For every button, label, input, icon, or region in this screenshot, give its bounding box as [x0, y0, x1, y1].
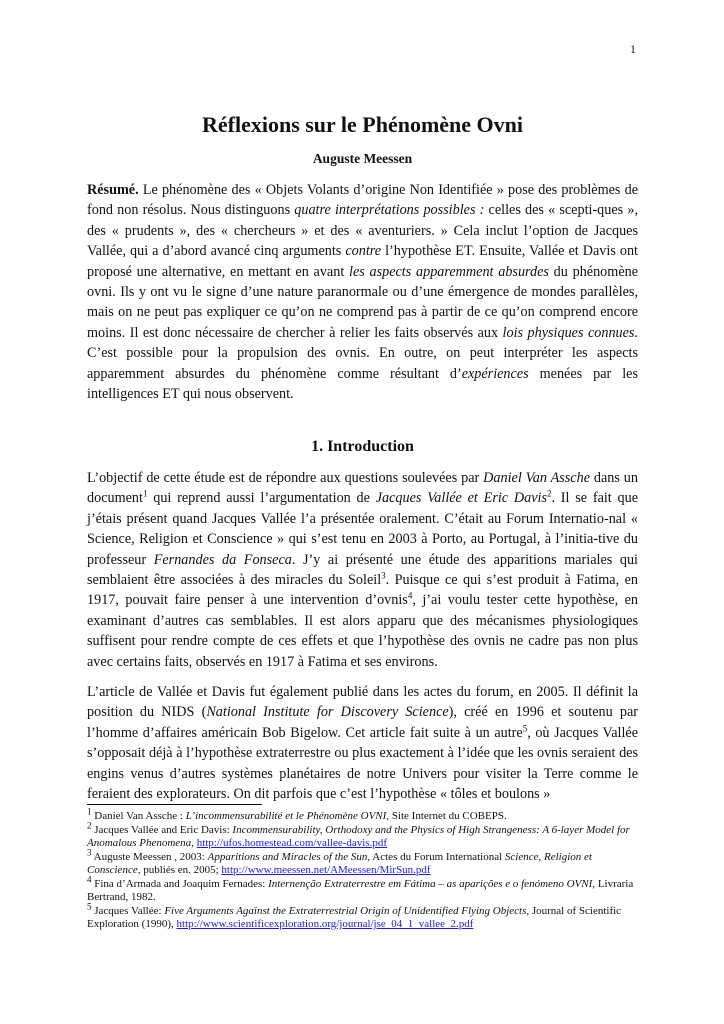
- footnote-2: [87, 819, 638, 851]
- footnote-emphasis: L’incommensurabilité et le Phénomène OVNI,: [185, 810, 390, 822]
- footnote-number: 1: [87, 806, 92, 817]
- abstract-emphasis: quatre interprétations possibles :: [294, 202, 485, 219]
- body-text: ), créé en 1996 et soutenu par l’homme d’affaires américain Bob Bigelow. Cet article fait suite à un autre: [87, 704, 638, 741]
- abstract-emphasis: les aspects apparemment absurdes: [349, 263, 549, 280]
- abstract-text: Le phénomène des « Objets Volants d’origine Non Identifiée » pose des problèmes de fond non résolus. Nous distinguons: [87, 182, 638, 219]
- abstract-emphasis: expériences: [461, 365, 529, 382]
- abstract-text: du phénomène ovni. Ils y ont vu le signe d’une nature paranormale ou d’une émergence de mondes parallèles, mais on ne peut pas expliquer ce qu’on ne comprend pas à partir de ce qu’on comprend encore moins. Il est donc nécessaire de chercher à relier les faits observés aux: [87, 263, 639, 341]
- footnote-4: [87, 873, 638, 905]
- footnote-text: Site Internet du COBEPS.: [389, 810, 507, 822]
- abstract-label: Résumé.: [87, 182, 139, 198]
- body-text: , où Jacques Vallée s’opposait déjà à l’hypothèse extraterrestre ou plus exactement à l’idée que les ovnis seraient des engins venus d’autres systèmes planétaires de notre Univers pour visiter la Terre comme le feraient des explorateurs. On dit parfois que c’est l’hypothèse « tôles et boulons »: [87, 724, 638, 803]
- body-emphasis: National Institute for Discovery Science: [206, 704, 449, 721]
- footnote-emphasis: Apparitions and Miracles of the Sun,: [207, 850, 371, 863]
- footnote-text: publiés en. 2005;: [140, 864, 222, 876]
- footnote-number: 3: [87, 846, 92, 857]
- footnote-text: Journal of Scientific Exploration (1990),: [87, 904, 622, 930]
- body-text: dans un document: [87, 470, 638, 507]
- introduction-section: [87, 468, 638, 805]
- footnote-text: Daniel Van Assche :: [91, 810, 186, 822]
- footnote-separator: [87, 804, 262, 805]
- footnote-link[interactable]: http://www.scientificexploration.org/journal/jse_04_1_vallee_2.pdf: [176, 918, 474, 930]
- footnote-1: [87, 806, 638, 824]
- footnote-text: Fina d’Armada and Joaquim Fernades:: [91, 877, 269, 890]
- footnote-number: 4: [87, 873, 92, 884]
- footnote-link[interactable]: http://ufos.homestead.com/vallee-davis.pdf: [196, 837, 388, 849]
- footnote-3: [87, 846, 638, 878]
- footnote-5: [87, 900, 638, 932]
- footnote-text: Auguste Meessen , 2003:: [91, 850, 208, 863]
- body-text: L’objectif de cette étude est de répondre aux questions soulevées par: [87, 470, 484, 486]
- body-emphasis: Fernandes da Fonseca: [153, 551, 292, 568]
- abstract: [87, 180, 638, 404]
- footnote-text: Actes du Forum International: [370, 850, 505, 863]
- footnote-ref[interactable]: 2: [546, 488, 552, 499]
- footnote-ref[interactable]: 1: [142, 488, 148, 499]
- footnote-emphasis: Internenção Extraterrestre em Fátima – as aparições e o fenómeno OVNI,: [268, 877, 596, 890]
- abstract-paragraph: [87, 180, 638, 404]
- abstract-text: C’est possible pour la propulsion des ovnis. En outre, on peut interpréter les aspects apparemment absurdes du phénomène comme résultant d’: [87, 345, 638, 382]
- footnote-text: Jacques Vallée and Eric Davis:: [91, 823, 233, 836]
- footnote-emphasis: Science, Religion et Conscience,: [87, 850, 592, 876]
- page-number: 1: [630, 42, 636, 56]
- body-text: . J’y ai présenté une étude des apparitions mariales qui semblaient être associées à des miracles du Soleil: [87, 551, 638, 589]
- footnote-ref[interactable]: 3: [381, 570, 386, 581]
- footnote-text: Livraria Bertrand, 1982.: [87, 877, 634, 903]
- body-text: , j’ai voulu tester cette hypothèse, en examinant d’autres cas semblables. Il est alors apparu que des mécanismes physiologiques suffisent pour rendre compte de ces effets et que l’hypothèse des ovnis ne cadre pas non plus avec certains faits, observés en 1917 à Fatima et ses environs.: [87, 592, 639, 670]
- footnote-link[interactable]: http://www.meessen.net/AMeessen/MirSun.pdf: [221, 864, 431, 876]
- abstract-text: l’hypothèse ET. Ensuite, Vallée et Davis ont proposé une alternative, en mettant en avant: [87, 243, 638, 280]
- body-text: . Il se fait que j’étais présent quand Jacques Vallée l’a présentée oralement. C’était au Forum Internatio-nal « Science, Religion et Conscience » qui s’est tenu en 2003 à Porto, au Portugal, à l’initia-tive du professeur: [87, 490, 639, 568]
- footnote-ref[interactable]: 5: [522, 723, 528, 734]
- body-text: . Puisque ce qui s’est produit à Fatima, en 1917, pouvait faire penser à une intervention d’ovnis: [87, 572, 638, 609]
- body-emphasis: Jacques Vallée et Eric Davis: [375, 490, 547, 507]
- abstract-emphasis: contre: [345, 243, 382, 260]
- body-text: qui reprend aussi l’argumentation de: [147, 490, 376, 507]
- footnote-text: Jacques Vallée:: [91, 904, 165, 917]
- footnote-emphasis: Five Arguments Against the Extraterrestrial Origin of Unidentified Flying Objects,: [164, 904, 530, 917]
- footnote-emphasis: Incommensurability, Orthodoxy and the Physics of High Strangeness: A 6-layer Model for Anomalous Phenomena,: [87, 823, 630, 849]
- abstract-text: menées par les intelligences ET qui nous observent.: [87, 365, 638, 403]
- body-text: L’article de Vallée et Davis fut également publié dans les actes du forum, en 2005. Il définit la position du NIDS (: [87, 684, 638, 721]
- abstract-emphasis: lois physiques connues.: [502, 324, 638, 341]
- abstract-text: celles des « scepti-ques », des « prudents », des « chercheurs » et des « aventuriers. » Cela inclut l’option de Jacques Vallée, qui a d’abord avancé cinq arguments: [87, 202, 638, 260]
- footnotes: [87, 806, 638, 932]
- author-name: Auguste Meessen: [312, 151, 413, 166]
- body-paragraph: [87, 468, 638, 672]
- document-title: Réflexions sur le Phénomène Ovni: [201, 112, 524, 137]
- footnote-number: 5: [87, 900, 92, 911]
- footnote-number: 2: [87, 819, 92, 830]
- body-emphasis: Daniel Van Assche: [483, 470, 590, 486]
- footnote-ref[interactable]: 4: [407, 590, 413, 601]
- body-paragraph: [87, 682, 638, 804]
- section-heading: 1. Introduction: [311, 438, 414, 455]
